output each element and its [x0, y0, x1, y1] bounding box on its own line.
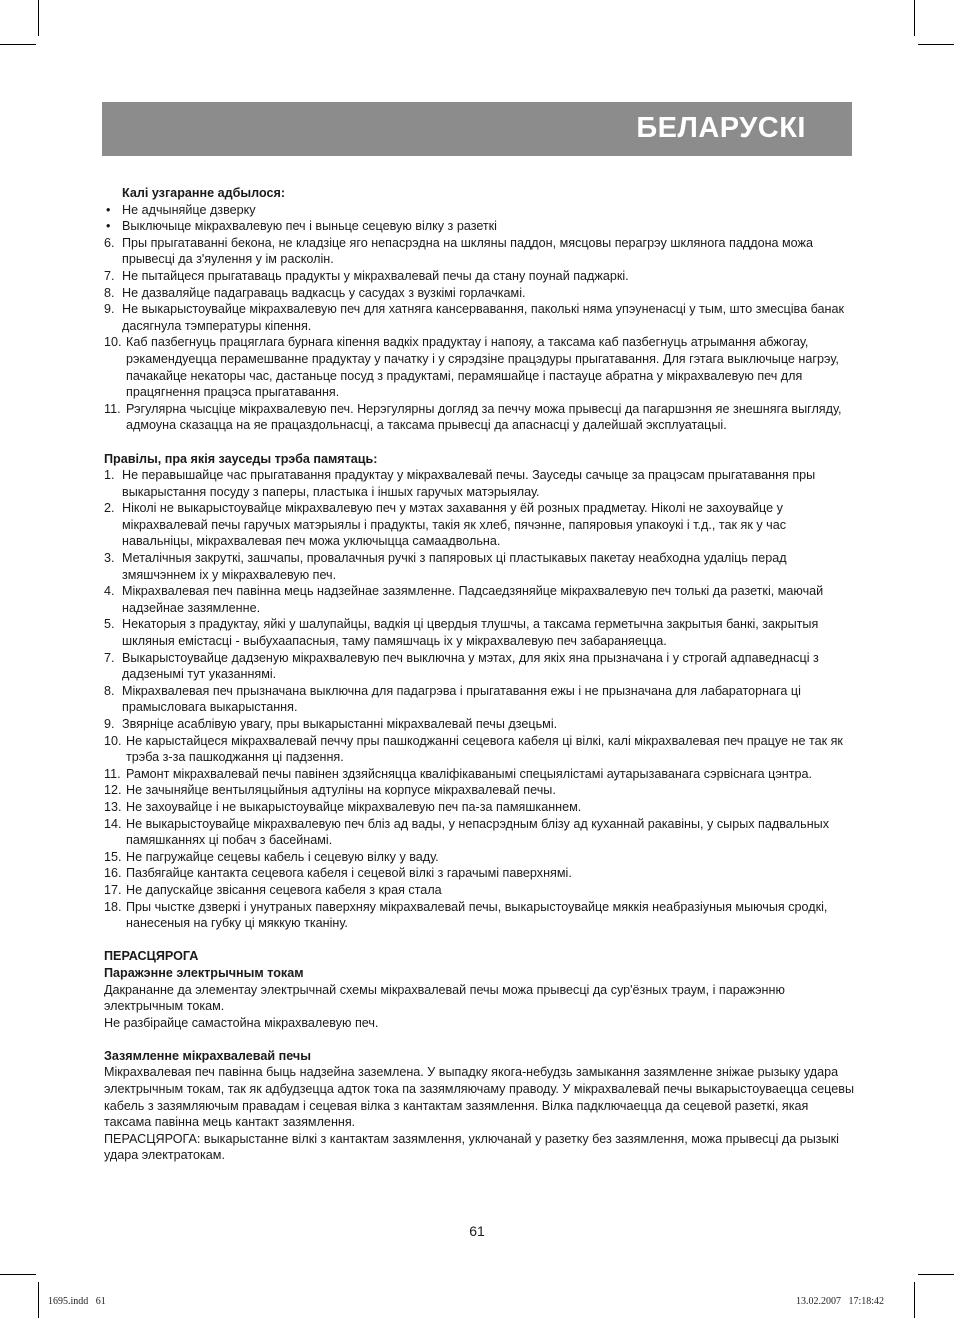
crop-mark — [914, 1282, 915, 1318]
paragraph: ПЕРАСЦЯРОГА: выкарыстанне вілкі з кантактам зазямлення, уключанай у разетку без зазямлення, можа прывесці да рызыкі удара электратокам. — [104, 1131, 839, 1163]
list-item: 9. Звярніце асаблівую увагу, пры выкарыстанні мікрахвалевай печы дзецьмі. — [104, 717, 558, 731]
list-item: 9. Не выкарыстоувайце мікрахвалевую печ для хатняга кансервавання, паколькі няма упэуненасці у тым, што змесціва банак дасягнула тэмпературы кіпення. — [104, 302, 844, 333]
paragraph: Мікрахвалевая печ павінна быць надзейна заземлена. У выпадку якога-небудзь замыкання зазямленне зніжае рызыку удара электрычным токам, так як адбудзецца адток тока па зазямляючаму праводу. У мікрахвалевай печы выкарыстоуваецца сецевы кабель з зазямляючым правадам і сецевая вілка з кантактам зазямлення. Вілка падключаецца да сецевой разеткі, якая таксама павінна мець кантакт зазямлення. — [104, 1065, 854, 1130]
list-item: 3. Металічныя закруткі, зашчапы, провалачныя ручкі з папяровых ці пластыкавых пакетау неабходна удаліць перад змяшчэннем іх у мікрахвалевую печ. — [104, 551, 787, 582]
list-item: 10. Не карыстайцеся мікрахвалевай печчу пры пашкоджанні сецевога кабеля ці вілкі, калі мікрахвалевая печ працуе не так як трэба з-за пашкоджання ці падзення. — [104, 733, 843, 765]
section-heading: Правілы, пра якія зауседы трэба памятаць: — [104, 451, 378, 466]
list-item: 18. Пры чыстке дзверкі і унутраных паверхняу мікрахвалевай печы, выкарыстоувайце мяккія неабразіуныя мыючыя сродкі, нанесеныя на губку ці мяккую тканіну. — [104, 899, 828, 931]
section-subheading: Паражэнне электрычным токам — [104, 965, 304, 980]
list-item: 10. Каб пазбегнуць працяглага бурнага кіпення вадкіх прадуктау і напояу, а таксама каб пазбегнуць атрымання абжогау, рэкамендуецца перамешванне прадуктау у пачатку і у сярэдзіне працэдуры прыгатавання. Для гэтага выключыце нагрэу, пачакайце некаторы час, дастаньце посуд з прадуктамі, перамяшайце і пастауце абратна у мікрахвалевую печ для працягнення працэса прыгатавання. — [104, 335, 839, 400]
warning-heading: ПЕРАСЦЯРОГА — [104, 949, 199, 964]
list-item: 5. Некаторыя з прадуктау, яйкі у шалупайцы, вадкія ці цвердыя тлушчы, а таксама герметычна закрытыя банкі, закрытыя шкляныя емістасці - выбухаапасныя, таму памяшчаць іх у мікрахвалевую печ забараняецца. — [104, 617, 819, 649]
list-item: 13. Не захоувайце і не выкарыстоувайце мікрахвалевую печ па-за памяшканнем. — [104, 799, 582, 814]
section-heading: Калі узгаранне адбылося: — [122, 186, 286, 200]
crop-mark — [0, 1274, 36, 1275]
list-item: 15. Не пагружайце сецевы кабель і сецевую вілку у ваду. — [104, 849, 439, 864]
page-number: 61 — [469, 1223, 485, 1239]
list-item: 14. Не выкарыстоувайце мікрахвалевую печ бліз ад вады, у непасрэдным блізу ад куханнай ракавіны, у сырых падвальных памяшканнях ці побач з басейнамі. — [104, 816, 829, 848]
paragraph: Дакрананне да элементау электрычнай схемы мікрахвалевай печы можа прывесці да сур'ёзных траум, і паражэнню электрычным токам. — [104, 982, 785, 1014]
list-item: 7. Не пытайцеся прыгатаваць прадукты у мікрахвалевай печы да стану поунай паджаркі. — [104, 268, 629, 283]
list-item: 11. Рамонт мікрахвалевай печы павінен здзяйсняцца кваліфікаванымі спецыялістамі аутарызаванага сэрвіснага цэнтра. — [104, 766, 813, 781]
section-heading: Зазямленне мікрахвалевай печы — [104, 1048, 311, 1063]
list-item: • Не адчыняйце дзверку — [106, 202, 256, 217]
list-item: 16. Пазбягайце кантакта сецевога кабеля і сецевой вілкі з гарачымі паверхнямі. — [104, 866, 572, 881]
crop-mark — [38, 1282, 39, 1318]
crop-mark — [38, 0, 39, 36]
document-body — [104, 185, 854, 1164]
list-item: • Выключыце мікрахвалевую печ і выньце сецевую вілку з разеткі — [106, 219, 497, 234]
crop-mark — [918, 44, 954, 45]
header-bar — [102, 102, 852, 156]
crop-mark — [918, 1274, 954, 1275]
footer-file-info: 1695.indd 61 — [48, 1296, 106, 1307]
list-item: 4. Мікрахвалевая печ павінна мець надзейнае зазямленне. Падсаедзяняйце мікрахвалевую печ толькі да разеткі, маючай надзейнае зазямленне. — [104, 584, 824, 615]
list-item: 8. Не дазваляйце падаграваць вадкасць у сасудах з вузкімі горлачкамі. — [104, 285, 526, 300]
list-item: 12. Не зачыняйце вентыляцыйныя адтуліны на корпусе мікрахвалевай печы. — [104, 783, 556, 798]
list-item: 8. Мікрахвалевая печ прызначана выключна для падагрэва і прыгатавання ежы і не прызначана для лабараторнага ці прамысловага выкарыстання. — [104, 683, 801, 715]
list-item: 7. Выкарыстоувайце дадзеную мікрахвалевую печ выключна у мэтах, для якіх яна прызначана і у строгай адпаведнасці з дадзенымі тут указаннямі. — [104, 650, 819, 682]
list-item: 11. Рэгулярна чысціце мікрахвалевую печ. Нерэгулярны догляд за печчу можа прывесці да пагаршэння яе знешняга выгляду, адмоуна сказацца на яе працаздольнасці, а таксама прывесці да апаснасці у далейшай эксплуатацыі. — [104, 401, 842, 433]
crop-mark — [914, 0, 915, 36]
crop-mark — [0, 44, 36, 45]
footer-timestamp: 13.02.2007 17:18:42 — [795, 1296, 884, 1307]
list-item: 6. Пры прыгатаванні бекона, не кладзіце яго непасрэдна на шкляны паддон, мясцовы перагрэу шклянога паддона можа прывесці да з'яулення у ім расколін. — [104, 235, 813, 267]
list-item: 1. Не перавышайце час прыгатавання прадуктау у мікрахвалевай печы. Зауседы сачыце за працэсам прыгатавання пры выкарыстання посуду з паперы, пластыка і іншых гаручых матэрыялау. — [104, 468, 816, 499]
list-item: 17. Не дапускайце звісання сецевога кабеля з края стала — [104, 882, 442, 897]
paragraph: Не разбірайце самастойна мікрахвалевую печ. — [104, 1015, 379, 1030]
page-title: БЕЛАРУСКІ — [636, 112, 806, 144]
list-item: 2. Ніколі не выкарыстоувайце мікрахвалевую печ у мэтах захавання у ёй розных прадметау. Ніколі не захоувайце у мікрахвалевай печы гаручых матэрыялы і прадукты, такія як хлеб, пячэнне, папяровыя упакоукі і т.д., так як у час навальніцы, мікрахвалевая печ можа уключыцца самаадвольна. — [104, 501, 787, 549]
